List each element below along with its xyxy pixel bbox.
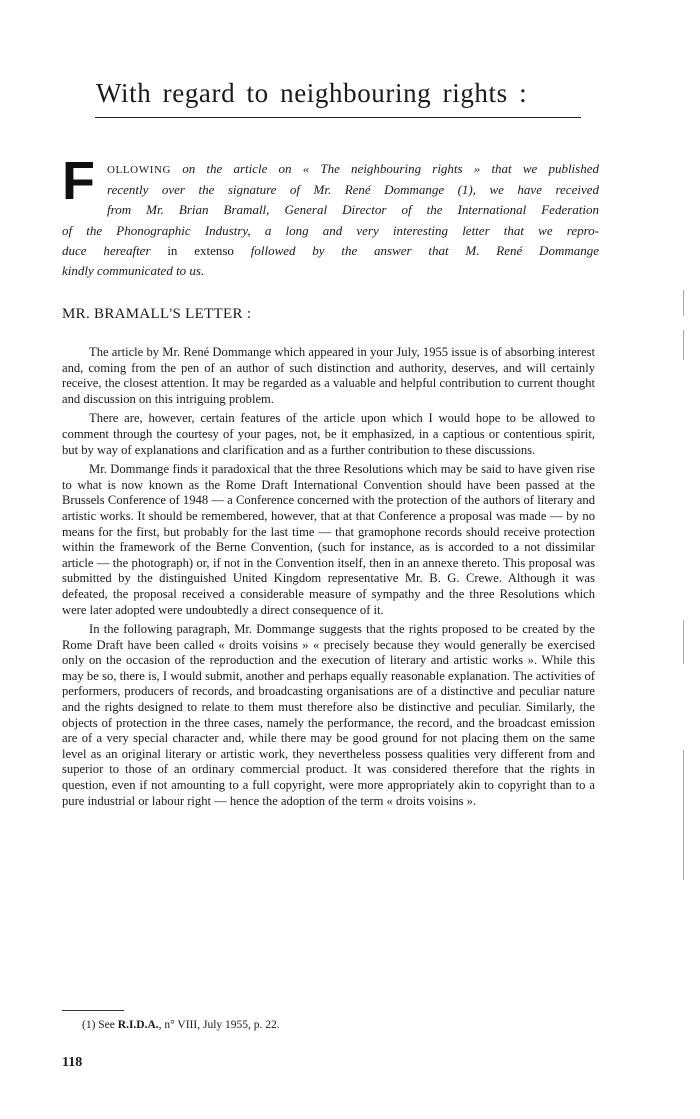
intro-line-6: kindly communicated to us.	[62, 263, 205, 279]
paragraph-4: In the following paragraph, Mr. Dommange suggests that the rights proposed to be created by the Rome Draft have been called « droits voisins » « precisely because they would generally be exercised only on the occasion of the reproduction and the execution of literary and artistic works ». While this may be so, there is, I would submit, another and perhaps equally reasonable explanation. The activities of performers, producers of records, and broadcasting organisations are of a distinctive and peculiar nature and the rights designed to relate to them must therefore also be distinctive and peculiar. Similarly, the objects of protection in the three cases, namely the performance, the record, and the broadcast emission are of a very special character and, while there may be good ground for not placing them on the same level as an original literary or artistic work, they nevertheless possess qualities very different from and superior to those of an ordinary commercial product. It was considered therefore that the rights in question, even if not amounting to a full copyright, were more appropriately akin to copyright than to a pure industrial or labour right — hence the adoption of the term « droits voisins ».	[62, 622, 595, 808]
intro-in-extenso: in extenso	[167, 242, 234, 258]
footnote	[82, 1019, 280, 1031]
paragraph-3: Mr. Dommange finds it paradoxical that the three Resolutions which may be said to have given rise to what is now known as the Rome Draft International Convention should have been passed at the Brussels Conference of 1948 — a Conference concerned with the protection of the authors of literary and artistic works. It should be remembered, however, that at that Conference a proposal was made — by no means for the first, but probably for the last time — that gramophone records should receive protection within the framework of the Berne Convention, (such for instance, as is accorded to a not dissimilar article — the photograph) or, if not in the Convention itself, then in an annexe thereto. This proposal was submitted by the distinguished United Kingdom representative Mr. B. G. Crewe. Although it was defeated, the proposal received a considerable measure of sympathy and the three Resolutions which were later adopted were undoubtedly a direct consequence of it.	[62, 462, 595, 617]
section-heading: MR. BRAMALL'S LETTER :	[62, 306, 252, 322]
paragraph-1: The article by Mr. René Dommange which appeared in your July, 1955 issue is of absorbing interest and, coming from the pen of an author of such distinction and authority, deserves, and will certainly receive, the closest attention. It may be regarded as a valuable and helpful contribution to current thought and discussion on this intriguing problem.	[62, 345, 595, 406]
margin-scan-mark	[683, 290, 684, 316]
intro-line-5-c: followed by the answer that M. René Dommange	[233, 242, 599, 258]
intro-line-1	[107, 159, 599, 180]
intro-lead-word: OLLOWING	[107, 164, 172, 176]
article-title: With regard to neighbouring rights :	[96, 78, 528, 108]
margin-scan-mark	[683, 330, 684, 360]
title-underline	[95, 117, 581, 118]
footnote-separator	[62, 1010, 124, 1011]
intro-line-3: from Mr. Brian Bramall, General Director of the International Federation	[107, 202, 599, 218]
intro-line-4: of the Phonographic Industry, a long and very interesting letter that we repro-	[62, 222, 599, 238]
footnote-rest: , n° VIII, July 1955, p. 22.	[158, 1019, 280, 1031]
intro-line-5	[62, 241, 599, 261]
footnote-reference: R.I.D.A.	[117, 1019, 159, 1031]
letter-body	[62, 345, 595, 813]
intro-line-2: recently over the signature of Mr. René Dommange (1), we have received	[107, 182, 599, 198]
intro-line-5-a: duce hereafter	[62, 242, 168, 258]
footnote-marker: (1) See	[82, 1019, 118, 1031]
margin-scan-mark	[683, 750, 684, 880]
intro-line-1-rest: on the article on « The neighbouring rights » that we published	[171, 161, 599, 176]
editorial-intro	[62, 151, 599, 281]
paragraph-2: There are, however, certain features of the article upon which I would hope to be allowed to comment through the courtesy of your pages, not, be it emphasized, in a captious or contentious spirit, but by way of explanations and clarification and as a further contribution to these discussions.	[62, 411, 595, 457]
page-number: 118	[62, 1055, 83, 1070]
margin-scan-mark	[683, 620, 684, 664]
drop-cap: F	[62, 151, 95, 211]
